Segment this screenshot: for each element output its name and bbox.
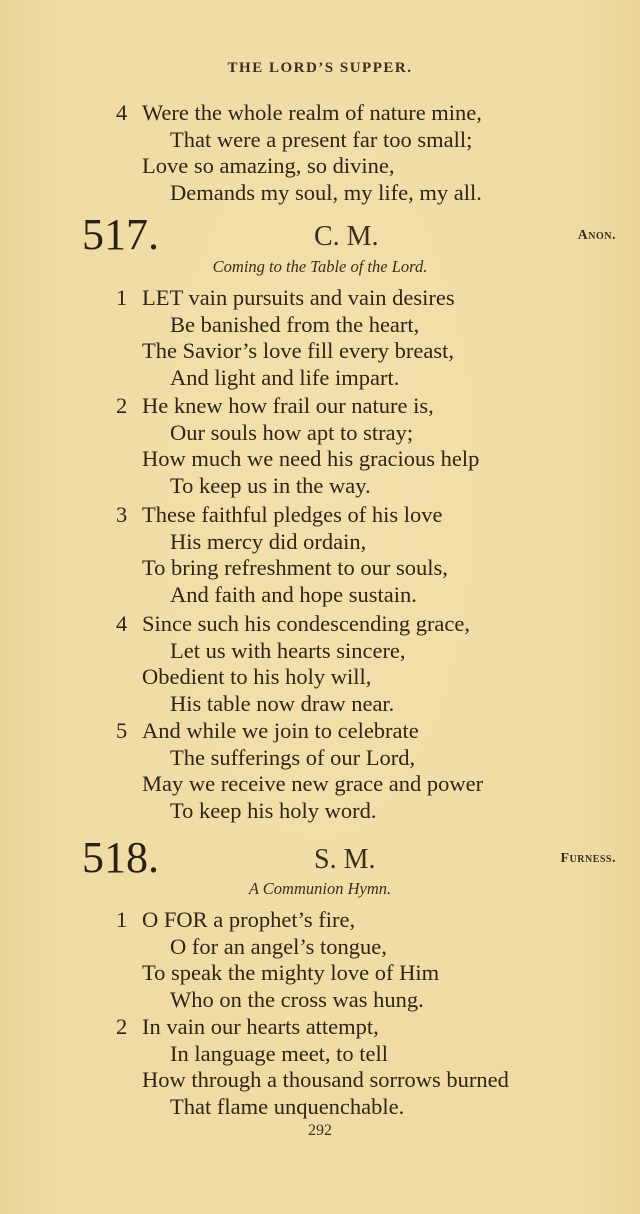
hymn-518-stanza-2: [116, 1014, 509, 1120]
stanza-number: 1: [116, 907, 128, 932]
stanza-line: 4 Since such his condescending grace,: [116, 611, 471, 636]
stanza-line: How much we need his gracious help: [142, 446, 480, 471]
stanza-line: To keep his holy word.: [170, 797, 377, 823]
stanza-line: To bring refreshment to our souls,: [142, 555, 448, 580]
stanza-line: To speak the mighty love of Him: [142, 960, 440, 985]
hymn-517-header: [82, 210, 616, 260]
stanza-line: His mercy did ordain,: [170, 528, 367, 554]
stanza-number: 4: [116, 611, 128, 636]
running-head: THE LORD’S SUPPER.: [227, 60, 413, 76]
stanza-line: Let us with hearts sincere,: [170, 637, 406, 663]
stanza-line: Love so amazing, so divine,: [142, 153, 395, 178]
stanza-line: The Savior’s love fill every breast,: [142, 338, 454, 363]
stanza-number: 1: [116, 285, 128, 310]
stanza-line: Be banished from the heart,: [170, 311, 420, 337]
hymn-518-stanza-1: [116, 907, 439, 1013]
stanza-line: That were a present far too small;: [170, 126, 473, 152]
hymn-517-stanza-3: [116, 502, 448, 608]
hymn-518-header: [82, 833, 616, 883]
hymn-517-stanza-2: [116, 393, 479, 499]
stanza-line: To keep us in the way.: [170, 472, 371, 498]
hymn-meter: C. M.: [314, 221, 379, 252]
stanza-line: In language meet, to tell: [170, 1040, 389, 1066]
stanza-line: His table now draw near.: [170, 690, 395, 716]
stanza-line: Obedient to his holy will,: [142, 664, 372, 689]
hymn-number: 518.: [82, 833, 159, 882]
hymn-meter: S. M.: [314, 844, 376, 875]
stanza-line: 4 Were the whole realm of nature mine,: [116, 100, 482, 125]
stanza-line: 2 He knew how frail our nature is,: [116, 393, 434, 418]
hymn-517-stanza-5: [116, 718, 483, 824]
stanza-number: 5: [116, 718, 128, 743]
stanza-line: Demands my soul, my life, my all.: [170, 179, 482, 205]
hymn-author: Furness.: [560, 851, 616, 866]
stanza-line: May we receive new grace and power: [142, 771, 484, 796]
stanza-line: Our souls how apt to stray;: [170, 419, 414, 445]
hymn-number: 517.: [82, 210, 159, 259]
hymn-518-title: A Communion Hymn.: [248, 879, 392, 898]
stanza-line: The sufferings of our Lord,: [170, 744, 416, 770]
stanza-line: Who on the cross was hung.: [170, 986, 424, 1012]
stanza-line: And light and life impart.: [170, 364, 400, 390]
page-number: 292: [308, 1122, 332, 1139]
hymn-517-stanza-1: [116, 285, 455, 391]
stanza-line: 2 In vain our hearts attempt,: [116, 1014, 379, 1039]
stanza-continued-4: [116, 100, 482, 206]
stanza-line: How through a thousand sorrows burned: [142, 1067, 509, 1092]
stanza-number: 4: [116, 100, 128, 125]
stanza-line: And faith and hope sustain.: [170, 581, 417, 607]
stanza-line: 3 These faithful pledges of his love: [116, 502, 443, 527]
stanza-number: 3: [116, 502, 128, 527]
stanza-line: 1 O FOR a prophet’s fire,: [116, 907, 356, 932]
stanza-line: 5 And while we join to celebrate: [116, 718, 419, 743]
hymn-517-title: Coming to the Table of the Lord.: [212, 257, 428, 276]
stanza-line: 1 LET vain pursuits and vain desires: [116, 285, 455, 310]
stanza-number: 2: [116, 1014, 128, 1039]
stanza-line: That flame unquenchable.: [170, 1093, 405, 1119]
hymn-author: Anon.: [577, 228, 616, 243]
stanza-number: 2: [116, 393, 128, 418]
stanza-line: O for an angel’s tongue,: [170, 933, 387, 959]
hymn-517-stanza-4: [116, 611, 470, 717]
